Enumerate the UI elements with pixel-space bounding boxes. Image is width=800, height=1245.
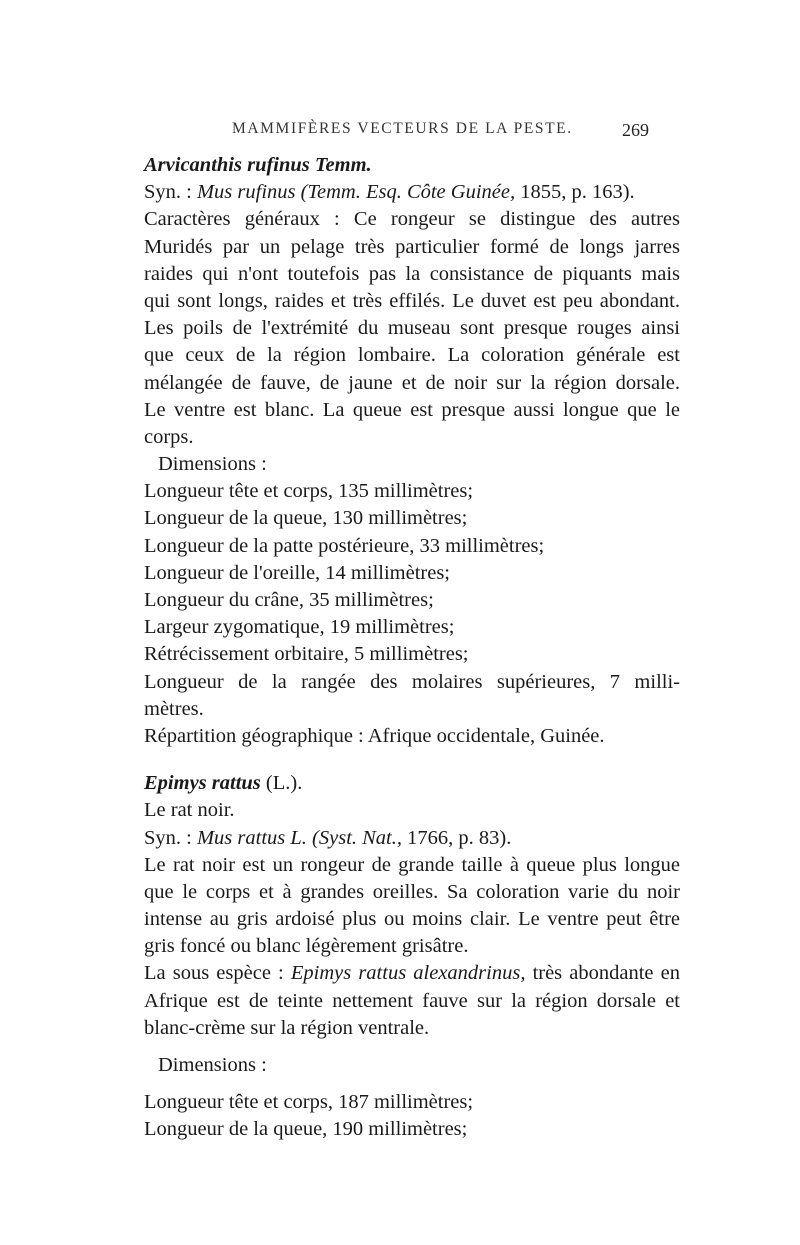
geographic-distribution: Répartition géographique : Afrique occidentale, Guinée. [144, 724, 605, 747]
synonymy-arvicanthis [144, 179, 680, 206]
dimension-item: Longueur du crâne, 35 millimètres; [144, 589, 434, 611]
text-line: Le rat noir est un rongeur de grande taille à queue plus longue [144, 853, 680, 876]
text-line: intense au gris ardoisé plus ou moins clair. Le ventre peut être [144, 908, 680, 931]
subspecies-line [144, 960, 680, 987]
dimension-item: Longueur tête et corps, 187 millimètres; [144, 1091, 474, 1114]
dimension-item: Longueur de la queue, 130 millimètres; [144, 507, 468, 530]
text-line: Le ventre est blanc. La queue est presque aussi longue que le [144, 398, 680, 421]
dimension-item: Longueur tête et corps, 135 millimètres; [144, 480, 474, 503]
syn-prefix: Syn. : [144, 826, 197, 849]
dimension-item: Rétrécissement orbitaire, 5 millimètres; [144, 643, 469, 666]
dimension-item: Longueur de la rangée des molaires supérieures, 7 milli- [144, 670, 680, 693]
section-gap [144, 1042, 680, 1052]
species-name: Arvicanthis rufinus Temm. [144, 154, 372, 176]
text-line: Caractères généraux : Ce rongeur se distingue des autres [144, 208, 680, 231]
text-line: blanc-crème sur la région ventrale. [144, 1016, 430, 1039]
section-gap [144, 750, 680, 770]
subspecies-paragraph [144, 960, 680, 1042]
syn-prefix: Syn. : [144, 181, 197, 204]
synonymy-epimys [144, 825, 680, 852]
text-line: mélangée de fauve, de jaune et de noir sur la région dorsale. [144, 371, 680, 394]
dimensions-list-arvicanthis [144, 478, 680, 723]
text-line: que le corps et à grandes oreilles. Sa coloration varie du noir [144, 880, 680, 903]
text-line: Les poils de l'extrémité du museau sont presque rouges ainsi [144, 317, 680, 340]
description-arvicanthis [144, 206, 680, 451]
species-name: Epimys rattus [144, 772, 261, 795]
text-line: raides qui n'ont toutefois pas la consistance de piquants mais [144, 262, 680, 285]
dimension-item: mètres. [144, 697, 204, 720]
text-line: gris foncé ou blanc légèrement grisâtre. [144, 935, 469, 958]
text-line: Afrique est de teinte nettement fauve sur la région dorsale et [144, 989, 680, 1012]
running-title: MAMMIFÈRES VECTEURS DE LA PESTE. [232, 120, 573, 137]
dimensions-title: Dimensions : [158, 1054, 267, 1076]
text-line: que ceux de la région lombaire. La coloration générale est [144, 344, 680, 367]
subspecies-name: Epimys rattus alexandrinus, [290, 962, 526, 985]
common-name: Le rat noir. [144, 799, 235, 822]
section-gap [144, 1079, 680, 1089]
syn-reference: 1855, p. 163). [515, 181, 635, 204]
page-header [0, 120, 800, 144]
subspecies-lead: La sous espèce : [144, 962, 291, 985]
species-author: (L.). [260, 772, 303, 795]
description-epimys [144, 852, 680, 961]
dimensions-title: Dimensions : [158, 453, 267, 476]
body-text [144, 152, 680, 1144]
subspecies-tail: très abondante en [525, 962, 680, 985]
dimensions-list-epimys [144, 1089, 680, 1143]
syn-species: Mus rufinus (Temm. Esq. Côte Guinée, [196, 181, 516, 204]
dimension-item: Largeur zygomatique, 19 millimètres; [144, 616, 455, 639]
syn-reference: 1766, p. 83). [402, 826, 512, 849]
syn-species: Mus rattus L. (Syst. Nat., [196, 826, 403, 849]
species-heading-epimys [144, 770, 680, 797]
page-number: 269 [622, 120, 649, 140]
text-line: Muridés par un pelage très particulier formé de longs jarres [144, 235, 680, 258]
dimension-item: Longueur de la patte postérieure, 33 millimètres; [144, 534, 545, 557]
text-line: qui sont longs, raides et très effilés. Le duvet est peu abondant. [144, 289, 680, 312]
dimension-item: Longueur de l'oreille, 14 millimètres; [144, 561, 450, 584]
species-heading-arvicanthis [144, 152, 680, 179]
text-line: corps. [144, 425, 194, 448]
dimension-item: Longueur de la queue, 190 millimètres; [144, 1118, 468, 1141]
